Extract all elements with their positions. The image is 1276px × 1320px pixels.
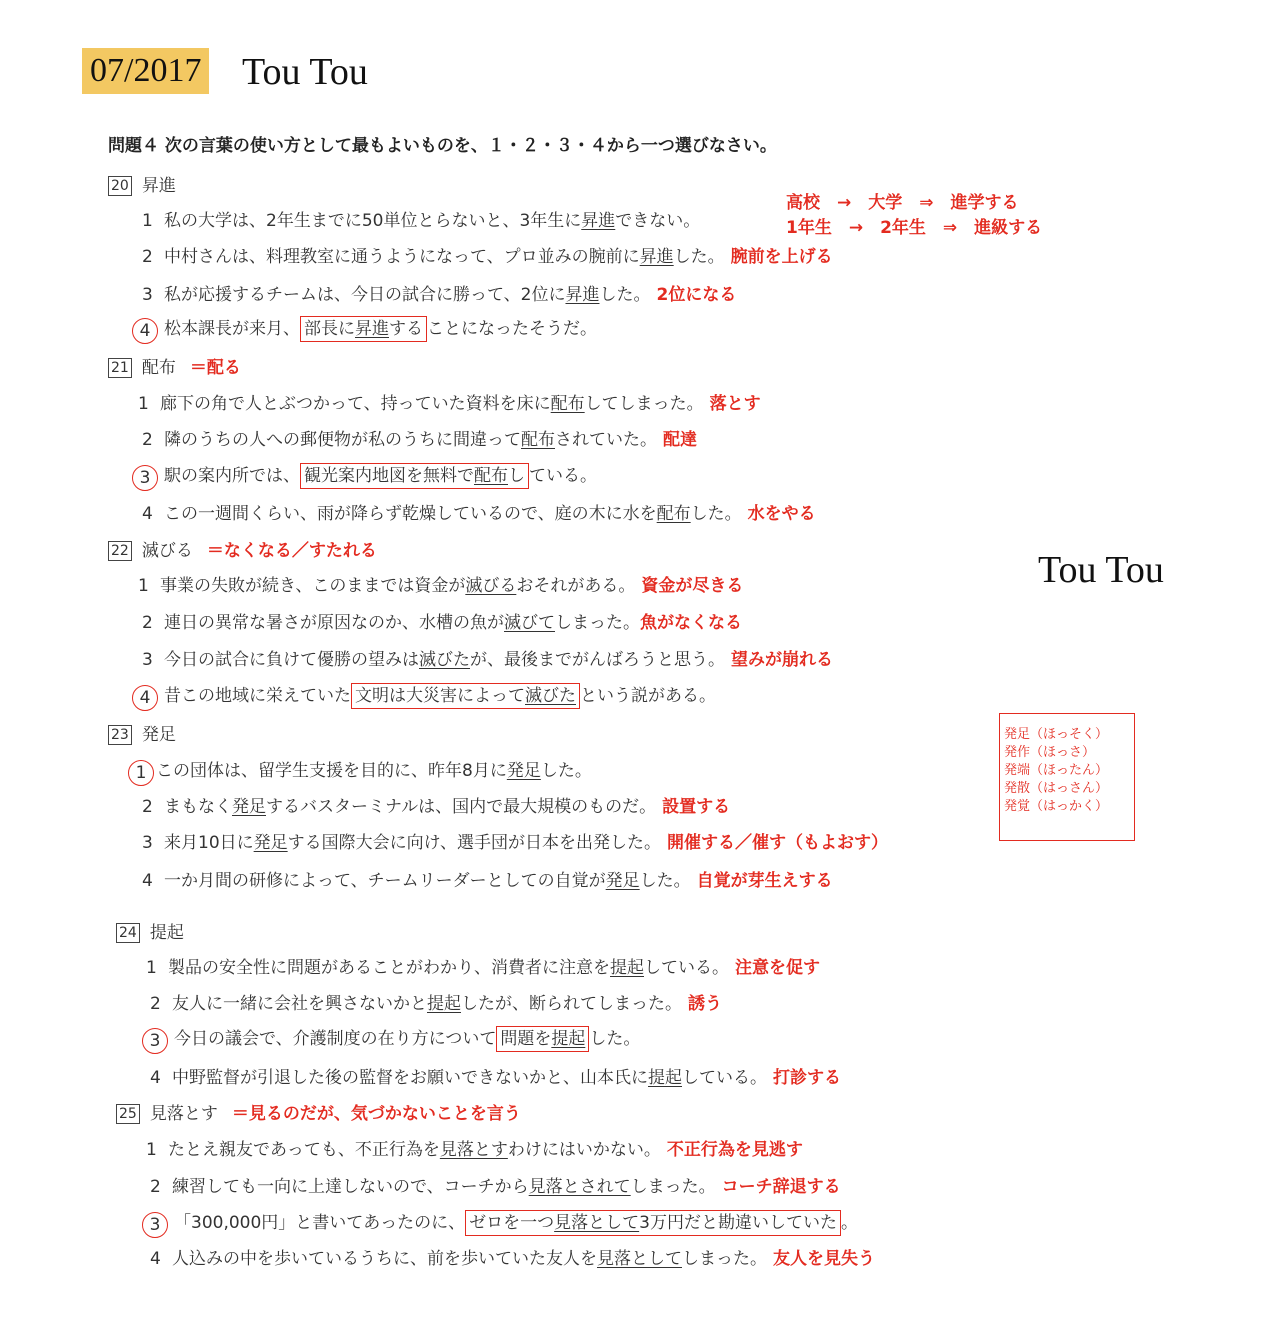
reading-note: 発足（ほっそく） bbox=[1004, 727, 1109, 742]
option-number: 1 bbox=[138, 394, 149, 414]
keyword: 発足 bbox=[506, 761, 541, 781]
option-text: できない。 bbox=[615, 211, 701, 231]
correction-note: 友人を見失う bbox=[773, 1249, 875, 1269]
option-line bbox=[142, 645, 833, 670]
option-text: 私の大学は、2年生までに50単位とらないと、3年生に bbox=[164, 211, 582, 231]
keyword: 滅びて bbox=[504, 613, 555, 633]
keyword: 昇進 bbox=[565, 285, 600, 305]
keyword: 配布 bbox=[474, 466, 508, 486]
option-text: するバスターミナルは、国内で最大規模のものだ。 bbox=[266, 797, 657, 817]
option-text: 製品の安全性に問題があることがわかり、消費者に注意を bbox=[168, 958, 610, 978]
keyword: 配布 bbox=[521, 430, 555, 450]
question-heading bbox=[108, 536, 377, 561]
question-word: 発足 bbox=[141, 725, 176, 745]
correction-note: 腕前を上げる bbox=[730, 247, 833, 267]
option-line bbox=[142, 280, 736, 305]
author-name: Tou Tou bbox=[242, 51, 368, 93]
correction-note: 2位になる bbox=[656, 285, 737, 305]
keyword: 見落とす bbox=[439, 1140, 508, 1160]
option-number: 4 bbox=[142, 871, 153, 891]
reading-note: 発覚（はっかく） bbox=[1004, 799, 1109, 814]
option-text: 中野監督が引退した後の監督をお願いできないかと、山本氏に bbox=[172, 1068, 648, 1088]
option-text: 松本課長が来月、 bbox=[164, 319, 300, 339]
keyword: 滅びた bbox=[419, 650, 470, 670]
option-number: 1 bbox=[142, 211, 153, 231]
option-text: たとえ親友であっても、不正行為を bbox=[168, 1140, 440, 1160]
option-text: した。 bbox=[639, 871, 691, 891]
option-text: この団体は、留学生支援を目的に、昨年8月に bbox=[156, 761, 507, 781]
word-meaning-note: ＝なくなる／すたれる bbox=[206, 541, 377, 561]
option-text: 来月10日に bbox=[164, 833, 254, 853]
option-number: 4 bbox=[150, 1068, 161, 1088]
keyword: 滅びる bbox=[465, 576, 517, 596]
option-text: おそれがある。 bbox=[516, 576, 636, 596]
side-note: 1年生 → 2年生 ⇒ 進級する bbox=[786, 218, 1043, 238]
option-line bbox=[146, 953, 820, 978]
keyword: 昇進 bbox=[355, 319, 389, 339]
option-line bbox=[150, 1244, 875, 1269]
correct-answer-circle: 3 bbox=[142, 1028, 168, 1054]
question-number: 22 bbox=[108, 541, 132, 561]
correction-note: 誘う bbox=[688, 994, 722, 1014]
option-line bbox=[138, 389, 761, 414]
option-text: 練習しても一向に上達しないので、コーチから bbox=[172, 1177, 529, 1197]
question-word: 提起 bbox=[149, 923, 184, 943]
correction-note: 不正行為を見逃す bbox=[666, 1140, 803, 1160]
option-number: 1 bbox=[138, 576, 149, 596]
option-text: した。 bbox=[599, 285, 651, 305]
option-text: 人込みの中を歩いているうちに、前を歩いていた友人を bbox=[172, 1249, 597, 1269]
question-heading bbox=[108, 353, 241, 378]
answer-highlight-box: 問題を提起 bbox=[496, 1026, 589, 1052]
answer-highlight-box: 文明は大災害によって滅びた bbox=[351, 683, 580, 709]
option-line bbox=[142, 499, 816, 524]
question-number: 20 bbox=[108, 176, 132, 196]
question-heading bbox=[108, 171, 176, 196]
keyword: 昇進 bbox=[581, 211, 616, 231]
option-text: 「300,000円」と書いてあったのに、 bbox=[174, 1213, 466, 1233]
correction-note: 資金が尽きる bbox=[641, 576, 744, 596]
option-line-correct bbox=[142, 1208, 858, 1238]
option-number: 4 bbox=[142, 504, 153, 524]
option-line bbox=[150, 989, 722, 1014]
option-line bbox=[142, 828, 888, 853]
option-number: 3 bbox=[142, 285, 153, 305]
option-text: ている。 bbox=[529, 466, 597, 486]
correction-note: 自覚が芽生えする bbox=[696, 871, 833, 891]
option-line bbox=[142, 242, 833, 267]
correct-answer-circle: 4 bbox=[132, 685, 158, 711]
option-line bbox=[150, 1172, 841, 1197]
option-text: した。 bbox=[690, 504, 742, 524]
option-line bbox=[142, 608, 742, 633]
option-text: 中村さんは、料理教室に通うようになって、プロ並みの腕前に bbox=[164, 247, 640, 267]
keyword: 見落として bbox=[554, 1213, 640, 1233]
option-text: 隣のうちの人への郵便物が私のうちに間違って bbox=[164, 430, 521, 450]
instruction-text: 問題４ 次の言葉の使い方として最もよいものを、１・２・３・４から一つ選びなさい。 bbox=[108, 136, 777, 156]
option-text: しまった。 bbox=[682, 1249, 767, 1269]
keyword: 滅びた bbox=[525, 686, 576, 706]
option-text: した。 bbox=[673, 247, 725, 267]
question-heading bbox=[116, 918, 184, 943]
keyword: 発足 bbox=[253, 833, 288, 853]
option-line bbox=[146, 1135, 803, 1160]
reading-note: 発作（ほっさ） bbox=[1004, 745, 1096, 760]
question-heading bbox=[108, 720, 176, 745]
answer-highlight-box: ゼロを一つ見落として3万円だと勘違いしていた bbox=[465, 1210, 841, 1236]
correct-answer-circle: 3 bbox=[142, 1212, 168, 1238]
correct-answer-circle: 4 bbox=[132, 318, 158, 344]
option-number: 1 bbox=[146, 1140, 157, 1160]
option-text: している。 bbox=[644, 958, 729, 978]
option-text: 私が応援するチームは、今日の試合に勝って、2位に bbox=[164, 285, 566, 305]
option-text: 一か月間の研修によって、チームリーダーとしての自覚が bbox=[164, 871, 606, 891]
option-line-correct bbox=[132, 314, 597, 344]
keyword: 見落として bbox=[597, 1249, 682, 1269]
correction-note: 打診する bbox=[773, 1068, 841, 1088]
keyword: 提起 bbox=[610, 958, 644, 978]
option-number: 2 bbox=[142, 247, 153, 267]
answer-highlight-box: 観光案内地図を無料で配布し bbox=[300, 463, 529, 489]
correction-note: コーチ辞退する bbox=[721, 1177, 841, 1197]
option-line bbox=[142, 866, 833, 891]
option-text: 昔この地域に栄えていた bbox=[164, 686, 351, 706]
option-number: 1 bbox=[146, 958, 157, 978]
option-text: という説がある。 bbox=[580, 686, 716, 706]
option-number: 2 bbox=[142, 797, 153, 817]
option-text: している。 bbox=[682, 1068, 767, 1088]
option-text: 駅の案内所では、 bbox=[164, 466, 300, 486]
option-text: まもなく bbox=[164, 797, 232, 817]
question-heading bbox=[116, 1099, 521, 1124]
option-number: 2 bbox=[142, 613, 153, 633]
question-number: 25 bbox=[116, 1104, 140, 1124]
option-line bbox=[142, 206, 700, 231]
option-line-correct bbox=[142, 1024, 640, 1054]
reading-note: 発端（ほったん） bbox=[1004, 763, 1109, 778]
keyword: 配布 bbox=[656, 504, 691, 524]
word-meaning-note: ＝配る bbox=[189, 358, 241, 378]
option-number: 4 bbox=[150, 1249, 161, 1269]
author-watermark: Tou Tou bbox=[1038, 549, 1164, 591]
correction-note: 水をやる bbox=[747, 504, 816, 524]
word-meaning-note: ＝見るのだが、気づかないことを言う bbox=[231, 1104, 521, 1124]
option-number: 3 bbox=[142, 833, 153, 853]
option-text: する国際大会に向け、選手団が日本を出発した。 bbox=[287, 833, 661, 853]
option-text: 連日の異常な暑さが原因なのか、水槽の魚が bbox=[164, 613, 504, 633]
keyword: 発足 bbox=[232, 797, 266, 817]
keyword: 見落とされて bbox=[528, 1177, 631, 1197]
correction-note: 注意を促す bbox=[735, 958, 820, 978]
keyword: 提起 bbox=[551, 1029, 586, 1049]
option-text: わけにはいかない。 bbox=[507, 1140, 661, 1160]
option-line-correct bbox=[128, 756, 592, 786]
option-text: 友人に一緒に会社を興さないかと bbox=[172, 994, 427, 1014]
reading-note: 発散（はっさん） bbox=[1004, 781, 1109, 796]
option-number: 2 bbox=[150, 1177, 161, 1197]
option-line bbox=[142, 792, 730, 817]
question-number: 23 bbox=[108, 725, 132, 745]
question-number: 21 bbox=[108, 358, 132, 378]
option-text: 廊下の角で人とぶつかって、持っていた資料を床に bbox=[160, 394, 551, 414]
option-line-correct bbox=[132, 461, 597, 491]
question-number: 24 bbox=[116, 923, 140, 943]
correct-answer-circle: 1 bbox=[128, 760, 154, 786]
correction-note: 設置する bbox=[662, 797, 731, 817]
side-note: 高校 → 大学 ⇒ 進学する bbox=[786, 193, 1019, 213]
correction-note: 望みが崩れる bbox=[731, 650, 833, 670]
option-text: この一週間くらい、雨が降らず乾燥しているので、庭の木に水を bbox=[164, 504, 657, 524]
keyword: 発足 bbox=[605, 871, 640, 891]
correction-note: 魚がなくなる bbox=[640, 613, 742, 633]
option-text: が、最後までがんばろうと思う。 bbox=[470, 650, 725, 670]
option-text: ことになったそうだ。 bbox=[427, 319, 597, 339]
question-word: 昇進 bbox=[141, 176, 176, 196]
keyword: 昇進 bbox=[639, 247, 674, 267]
question-word: 滅びる bbox=[141, 541, 193, 561]
option-line bbox=[142, 425, 697, 450]
option-text: 今日の試合に負けて優勝の望みは bbox=[164, 650, 419, 670]
option-text: されていた。 bbox=[555, 430, 657, 450]
date-badge: 07/2017 bbox=[82, 48, 209, 94]
keyword: 提起 bbox=[427, 994, 461, 1014]
option-text: した。 bbox=[540, 761, 592, 781]
option-text: しまった。 bbox=[630, 1177, 716, 1197]
correct-answer-circle: 3 bbox=[132, 465, 158, 491]
option-text: しまった。 bbox=[555, 613, 640, 633]
keyword: 提起 bbox=[648, 1068, 682, 1088]
option-text: した。 bbox=[589, 1029, 641, 1049]
option-number: 2 bbox=[150, 994, 161, 1014]
correction-note: 落とす bbox=[709, 394, 761, 414]
reading-notes-box bbox=[999, 713, 1135, 841]
option-line bbox=[138, 571, 743, 596]
option-text: してしまった。 bbox=[584, 394, 704, 414]
keyword: 配布 bbox=[550, 394, 585, 414]
question-word: 配布 bbox=[141, 358, 176, 378]
option-number: 2 bbox=[142, 430, 153, 450]
option-line-correct bbox=[132, 681, 716, 711]
question-word: 見落とす bbox=[149, 1104, 218, 1124]
option-text: 事業の失敗が続き、このままでは資金が bbox=[160, 576, 466, 596]
option-line bbox=[150, 1063, 841, 1088]
answer-highlight-box: 部長に昇進する bbox=[300, 316, 427, 342]
option-text: したが、断られてしまった。 bbox=[461, 994, 682, 1014]
option-text: 。 bbox=[840, 1213, 858, 1233]
correction-note: 配達 bbox=[663, 430, 697, 450]
correction-note: 開催する／催す（もよおす） bbox=[666, 833, 888, 853]
option-text: 今日の議会で、介護制度の在り方について bbox=[174, 1029, 497, 1049]
option-number: 3 bbox=[142, 650, 153, 670]
